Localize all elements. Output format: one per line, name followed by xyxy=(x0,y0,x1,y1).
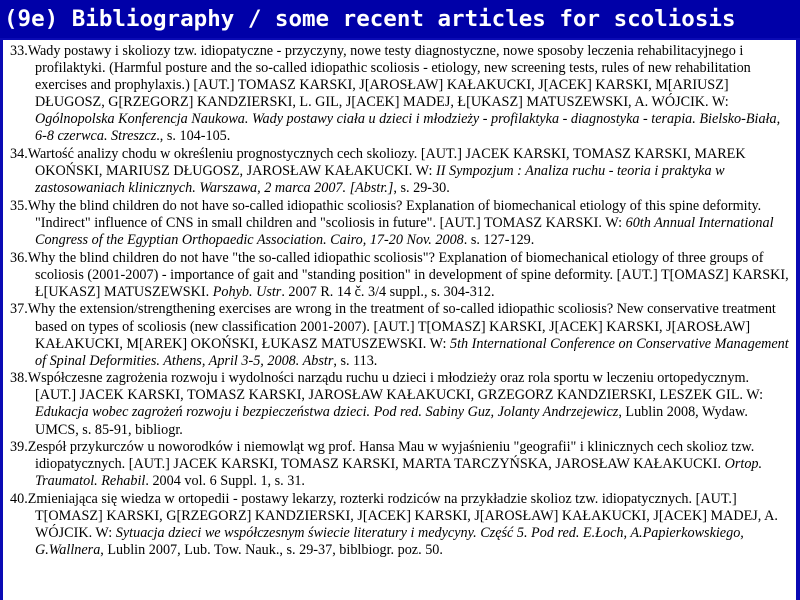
entry-text: Zmieniająca się wiedza w ortopedii - postawy lekarzy, rozterki rodziców na przykładzie skolioz tzw. idiopatycznych. [AUT.] T[OMASZ] KARSKI, G[RZEGORZ] KANDZIERSKI, J[ACEK] KARSKI, J[AROSŁAW] KAŁAKUCKI, J[ACEK] MADEJ, A. WÓJCIK. W: xyxy=(27,490,778,542)
entry-text: Zespół przykurczów u noworodków i niemowląt wg prof. Hansa Mau w wyjaśnieniu "geografii" i klinicznych cech skolioz tzw. idiopatycznych. [AUT.] JACEK KARSKI, TOMASZ KARSKI, MARTA TARCZYŃSKA, JAROSŁAW KAŁAKUCKI. xyxy=(27,439,755,473)
entry-pages: , s. 113. xyxy=(333,352,378,369)
entry-pages: , Lublin 2008, Wydaw. UMCS, s. 85-91, bibliogr. xyxy=(35,404,748,438)
entry-number: 39. xyxy=(10,439,28,456)
entry-text: Why the blind children do not have "the so-called idiopathic scoliosis"? Explanation of biomechanical etiology of three groups of scoliosis (2001-2007) - importance of gait and "standing position" in development of spine deformity. [AUT.] T[OMASZ] KARSKI, Ł[UKASZ] MATUSZEWSKI. xyxy=(27,249,789,300)
entry-text: Why the blind children do not have so-called idiopathic scoliosis? Explanation of biomechanical etiology of this spine deformity. "Indirect" influence of CNS in small children and "scoliosis in future". [AUT.] TOMASZ KARSKI. W: xyxy=(27,197,762,231)
entry-source: Pohyb. Ustr xyxy=(212,283,282,300)
entry-number: 34. xyxy=(10,146,28,163)
entry-pages: . 2007 R. 14 č. 3/4 suppl., s. 304-312. xyxy=(281,283,495,300)
entry-pages: , s. 29-30. xyxy=(393,180,450,197)
entry-pages: . s. 127-129. xyxy=(463,232,535,249)
entry-number: 38. xyxy=(10,370,28,387)
entry-pages: ., s. 104-105. xyxy=(156,128,231,145)
entry-number: 35. xyxy=(10,197,28,214)
slide-title: (9e) Bibliography / some recent articles for scoliosis xyxy=(0,0,800,38)
entry-source: Edukacja wobec zagrożeń rozwoju i bezpieczeństwa dzieci. Pod red. Sabiny Guz, Jolanty Andrzejewicz xyxy=(35,404,619,421)
bibliography-entry xyxy=(10,43,790,146)
entry-source: II Sympozjum : Analiza ruchu - teoria i praktyka w zastosowaniach klinicznych. Warszawa, 2 marca 2007. [Abstr.] xyxy=(35,163,725,197)
entry-source: Ortop. Traumatol. Rehabil xyxy=(35,456,763,490)
entry-source: 5th International Conference on Conservative Management of Spinal Deformities. Athens, April 3-5, 2008. Abstr xyxy=(35,335,789,369)
entry-source: 60th Annual International Congress of the Egyptian Orthopaedic Association. Cairo, 17-20 Nov. 2008 xyxy=(35,214,774,249)
entry-pages: . 2004 vol. 6 Suppl. 1, s. 31. xyxy=(145,473,305,490)
entry-source: Ogólnopolska Konferencja Naukowa. Wady postawy ciała u dzieci i młodzieży - profilaktyka - diagnostyka - terapia. Bielsko-Biała, 6-8 czerwca. Streszcz xyxy=(35,111,781,145)
bibliography-entry xyxy=(10,370,790,438)
bibliography-entry xyxy=(10,146,790,197)
bibliography-list xyxy=(3,40,796,600)
bibliography-entry xyxy=(10,439,790,490)
entry-source: Sytuacja dzieci we współczesnym świecie literatury i medycyny. Część 5. Pod red. E.Łoch, A.Papierkowskiego, G.Wallnera xyxy=(35,525,744,559)
entry-text: Wady postawy i skoliozy tzw. idiopatyczne - przyczyny, nowe testy diagnostyczne, nowe sposoby leczenia rehabilitacyjnego i profilaktyki. (Harmful posture and the so-called idiopathic scoliosis - etiology, new screening tests, rules of new rehabilitation exercises and prophylaxis.) [AUT.] TOMASZ KARSKI, J[AROSŁAW] KAŁAKUCKI, J[ACEK] KARSKI, M[ARIUSZ] DŁUGOSZ, G[RZEGORZ] KANDZIERSKI, L. GIL, J[ACEK] MADEJ, Ł[UKASZ] MATUSZEWSKI, A. WÓJCIK. W: xyxy=(27,43,751,111)
bibliography-entry xyxy=(10,301,790,369)
entry-pages: , Lublin 2007, Lub. Tow. Nauk., s. 29-37, biblbiogr. poz. 50. xyxy=(100,542,443,559)
bibliography-entry xyxy=(10,250,790,301)
entry-number: 33. xyxy=(10,43,28,59)
entry-text: Współczesne zagrożenia rozwoju i wydolności narządu ruchu u dzieci i młodzieży oraz rola sportu w leczeniu ortopedycznym. [AUT.] JACEK KARSKI, TOMASZ KARSKI, JAROSŁAW KAŁAKUCKI, GRZEGORZ KANDZIERSKI, LESZEK GIL. W: xyxy=(27,370,764,404)
bibliography-entry xyxy=(10,491,790,559)
entry-text: Wartość analizy chodu w określeniu prognostycznych cech skoliozy. [AUT.] JACEK KARSKI, TOMASZ KARSKI, MAREK OKOŃSKI, MARIUSZ DŁUGOSZ, JAROSŁAW KAŁAKUCKI. W: xyxy=(27,146,746,180)
entry-number: 37. xyxy=(10,301,28,318)
entry-number: 40. xyxy=(10,490,28,507)
bibliography-entry xyxy=(10,198,790,249)
entry-number: 36. xyxy=(10,249,28,266)
entry-text: Why the extension/strengthening exercises are wrong in the treatment of so-called idiopathic scoliosis? New conservative treatment based on types of scoliosis (new classification 2001-2007). [AUT.] T[OMASZ] KARSKI, J[ACEK] KARSKI, J[AROSŁAW] KAŁAKUCKI, M[AREK] OKOŃSKI, ŁUKASZ MATUSZEWSKI. W: xyxy=(27,301,776,352)
